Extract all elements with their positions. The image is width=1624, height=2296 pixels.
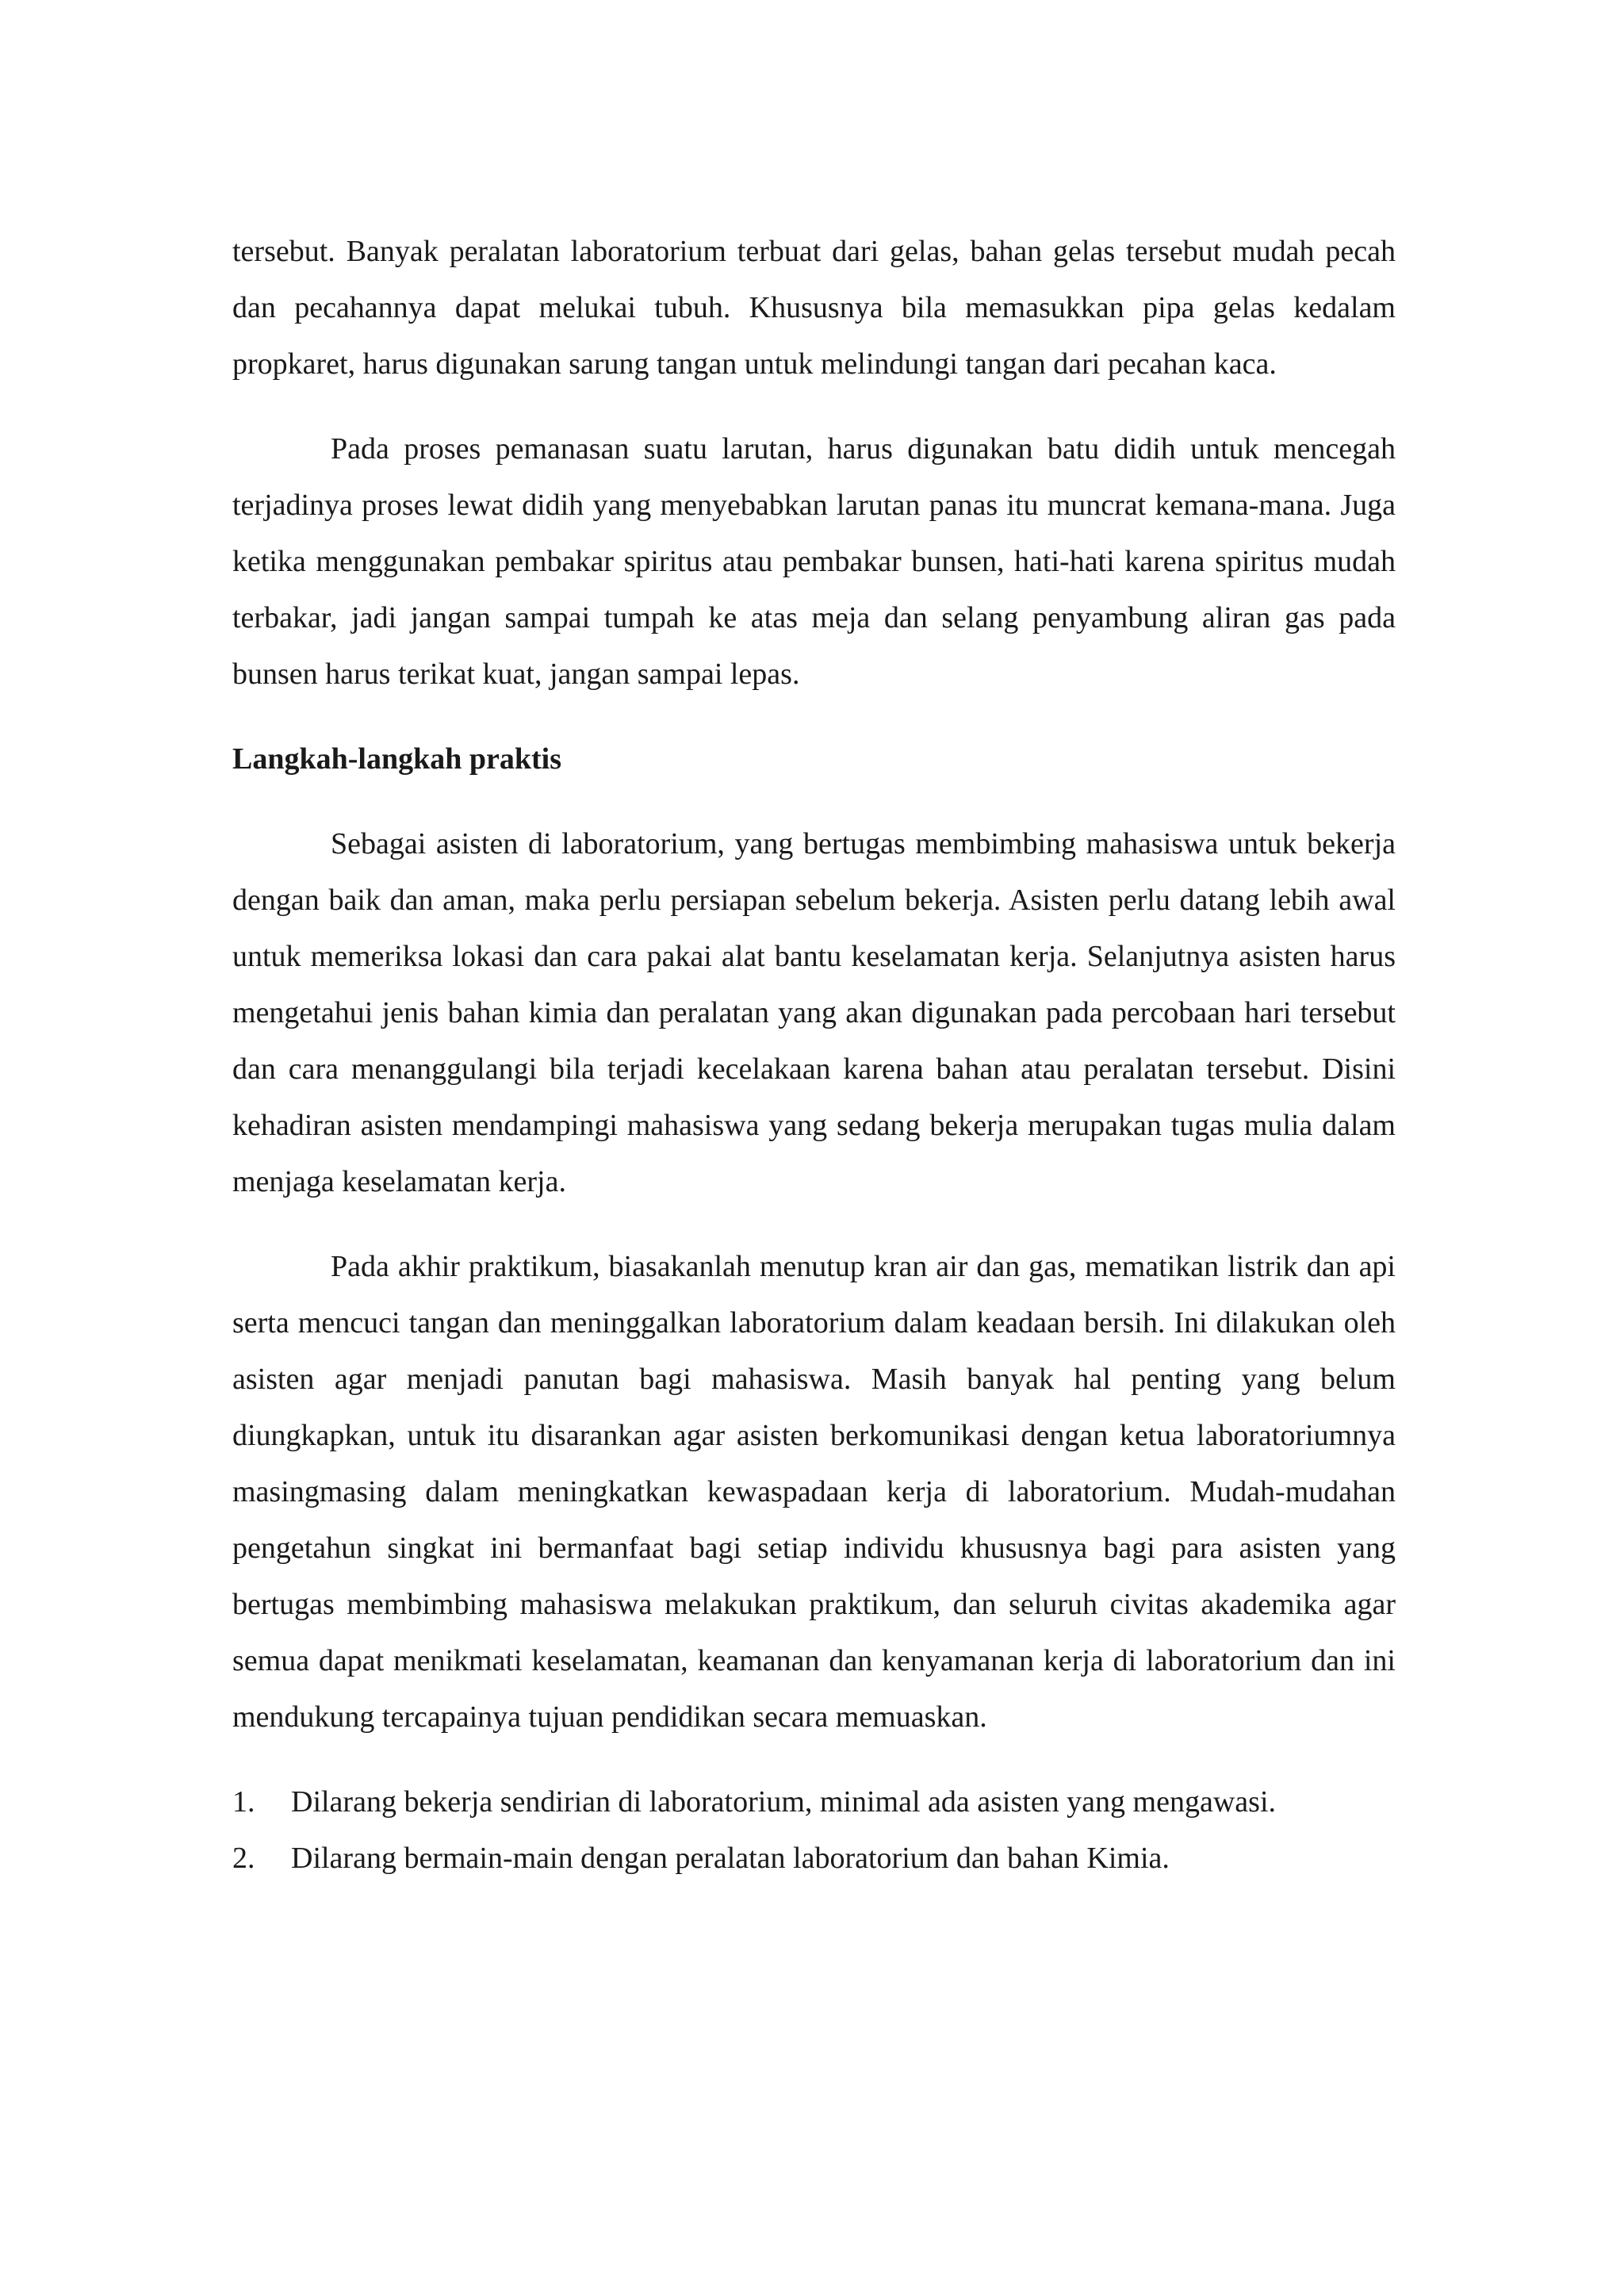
list-item [232,1774,1396,1830]
list-item-number: 1. [232,1785,255,1819]
page-content [232,224,1396,1887]
paragraph-assistant-preparation: Sebagai asisten di laboratorium, yang bertugas membimbing mahasiswa untuk bekerja dengan baik dan aman, maka perlu persiapan sebelum bekerja. Asisten perlu datang lebih awal untuk memeriksa lokasi dan cara pakai alat bantu keselamatan kerja. Selanjutnya asisten harus mengetahui jenis bahan kimia dan peralatan yang akan digunakan pada percobaan hari tersebut dan cara menanggulangi bila terjadi kecelakaan karena bahan atau peralatan tersebut. Disini kehadiran asisten mendampingi mahasiswa yang sedang bekerja merupakan tugas mulia dalam menjaga keselamatan kerja. [232,827,1396,1198]
paragraph-end-of-practicum: Pada akhir praktikum, biasakanlah menutup kran air dan gas, mematikan listrik dan api serta mencuci tangan dan meninggalkan laboratorium dalam keadaan bersih. Ini dilakukan oleh asisten agar menjadi panutan bagi mahasiswa. Masih banyak hal penting yang belum diungkapkan, untuk itu disarankan agar asisten berkomunikasi dengan ketua laboratoriumnya masingmasing dalam meningkatkan kewaspadaan kerja di laboratorium. Mudah-mudahan pengetahun singkat ini bermanfaat bagi setiap individu khususnya bagi para asisten yang bertugas membimbing mahasiswa melakukan praktikum, dan seluruh civitas akademika agar semua dapat menikmati keselamatan, keamanan dan kenyamanan kerja di laboratorium dan ini mendukung tercapainya tujuan pendidikan secara memuaskan. [232,1250,1396,1734]
paragraph-heating: Pada proses pemanasan suatu larutan, harus digunakan batu didih untuk mencegah terjadinya proses lewat didih yang menyebabkan larutan panas itu muncrat kemana-mana. Juga ketika menggunakan pembakar spiritus atau pembakar bunsen, hati-hati karena spiritus mudah terbakar, jadi jangan sampai tumpah ke atas meja dan selang penyambung aliran gas pada bunsen harus terikat kuat, jangan sampai lepas. [232,432,1396,691]
list-item-text: Dilarang bermain-main dengan peralatan laboratorium dan bahan Kimia. [291,1842,1170,1875]
rules-list [232,1774,1396,1887]
list-item-number: 2. [232,1842,255,1875]
section-heading: Langkah-langkah praktis [232,742,561,776]
paragraph-continued: tersebut. Banyak peralatan laboratorium terbuat dari gelas, bahan gelas tersebut mudah pecah dan pecahannya dapat melukai tubuh. Khususnya bila memasukkan pipa gelas kedalam propkaret, harus digunakan sarung tangan untuk melindungi tangan dari pecahan kaca. [232,235,1396,381]
list-item-text: Dilarang bekerja sendirian di laboratorium, minimal ada asisten yang mengawasi. [291,1785,1276,1819]
list-item [232,1830,1396,1887]
